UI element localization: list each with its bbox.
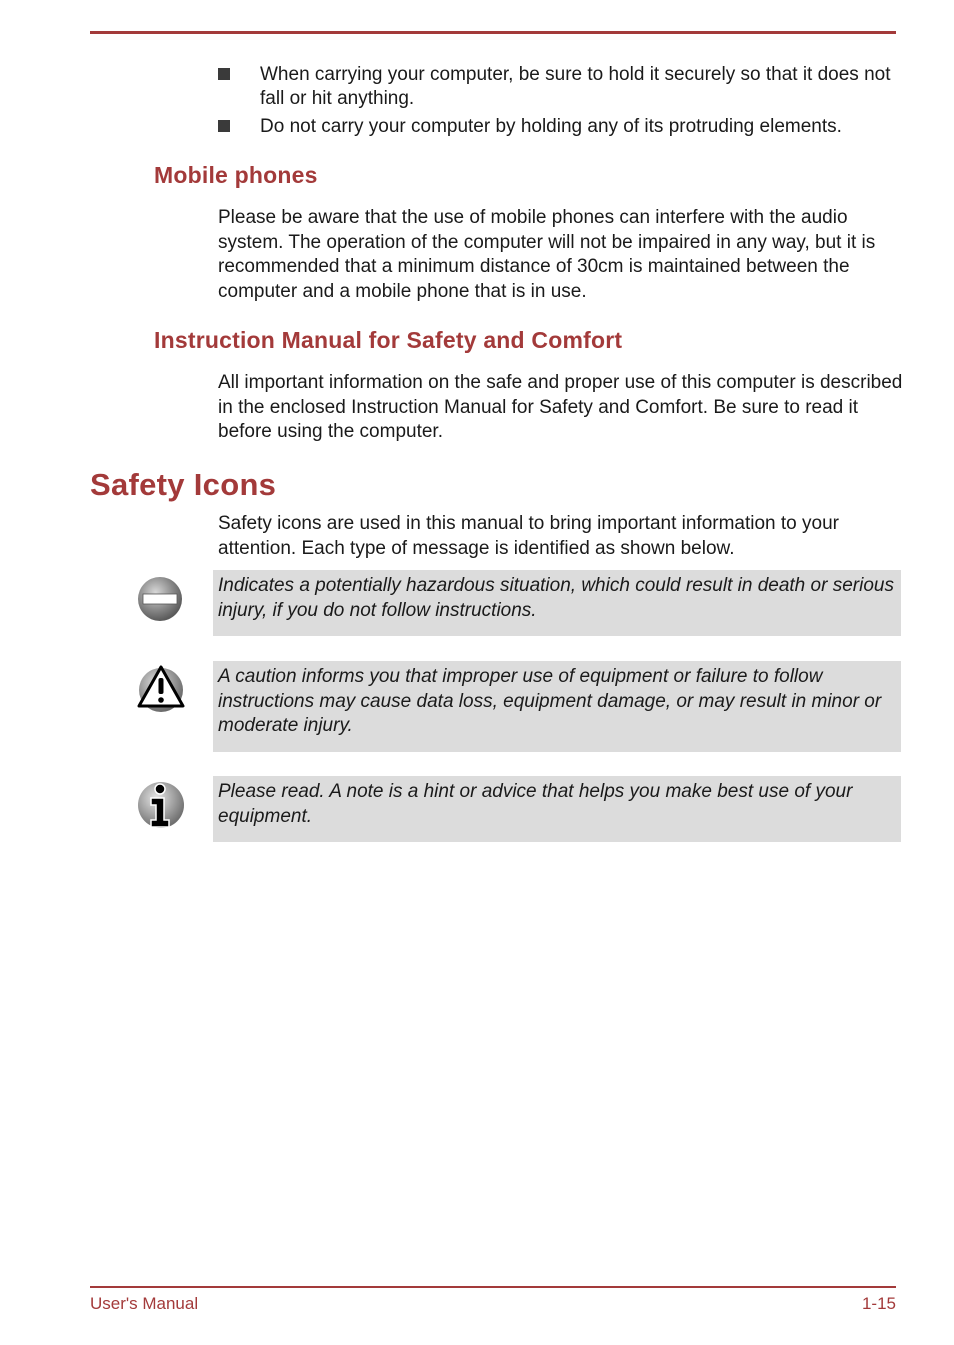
heading-instruction-manual: Instruction Manual for Safety and Comfort [154, 327, 623, 353]
page-number: 1-15 [861, 1294, 896, 1313]
bullet-text: When carrying your computer, be sure to hold it securely so that it does not fall or hit anything. [260, 64, 891, 109]
footer-title: User's Manual [90, 1294, 199, 1313]
info-icon [136, 780, 186, 830]
notice-text: A caution informs you that improper use of equipment or failure to follow instructions may cause data loss, equipment damage, or may result in minor or moderate injury. [218, 666, 882, 736]
caution-notice [213, 661, 901, 752]
heading-safety-icons: Safety Icons [90, 467, 277, 502]
note-notice [213, 776, 901, 842]
mobile-phones-body: Please be aware that the use of mobile phones can interfere with the audio system. The operation of the computer will not be impaired in any way, but it is recommended that a minimum distance of 30cm is maintained between the computer and a mobile phone that is in use. [218, 207, 876, 302]
no-entry-icon [136, 574, 186, 624]
bullet-item [217, 115, 897, 139]
bullet-list [217, 63, 897, 143]
instruction-manual-body: All important information on the safe and proper use of this computer is described in the enclosed Instruction Manual for Safety and Comfort. Be sure to read it before using the computer. [218, 372, 903, 442]
warning-triangle-icon [136, 664, 186, 714]
square-bullet-icon [218, 120, 230, 132]
heading-mobile-phones: Mobile phones [154, 162, 318, 188]
header-rule [90, 31, 896, 34]
square-bullet-icon [218, 68, 230, 80]
bullet-text: Do not carry your computer by holding any of its protruding elements. [260, 116, 842, 137]
footer-rule [90, 1286, 896, 1288]
bullet-item [217, 63, 897, 111]
notice-text: Indicates a potentially hazardous situation, which could result in death or serious injury, if you do not follow instructions. [218, 575, 894, 621]
danger-notice [213, 570, 901, 636]
safety-icons-intro: Safety icons are used in this manual to bring important information to your attention. Each type of message is identified as shown below. [218, 513, 839, 559]
notice-text: Please read. A note is a hint or advice that helps you make best use of your equipment. [218, 781, 853, 827]
